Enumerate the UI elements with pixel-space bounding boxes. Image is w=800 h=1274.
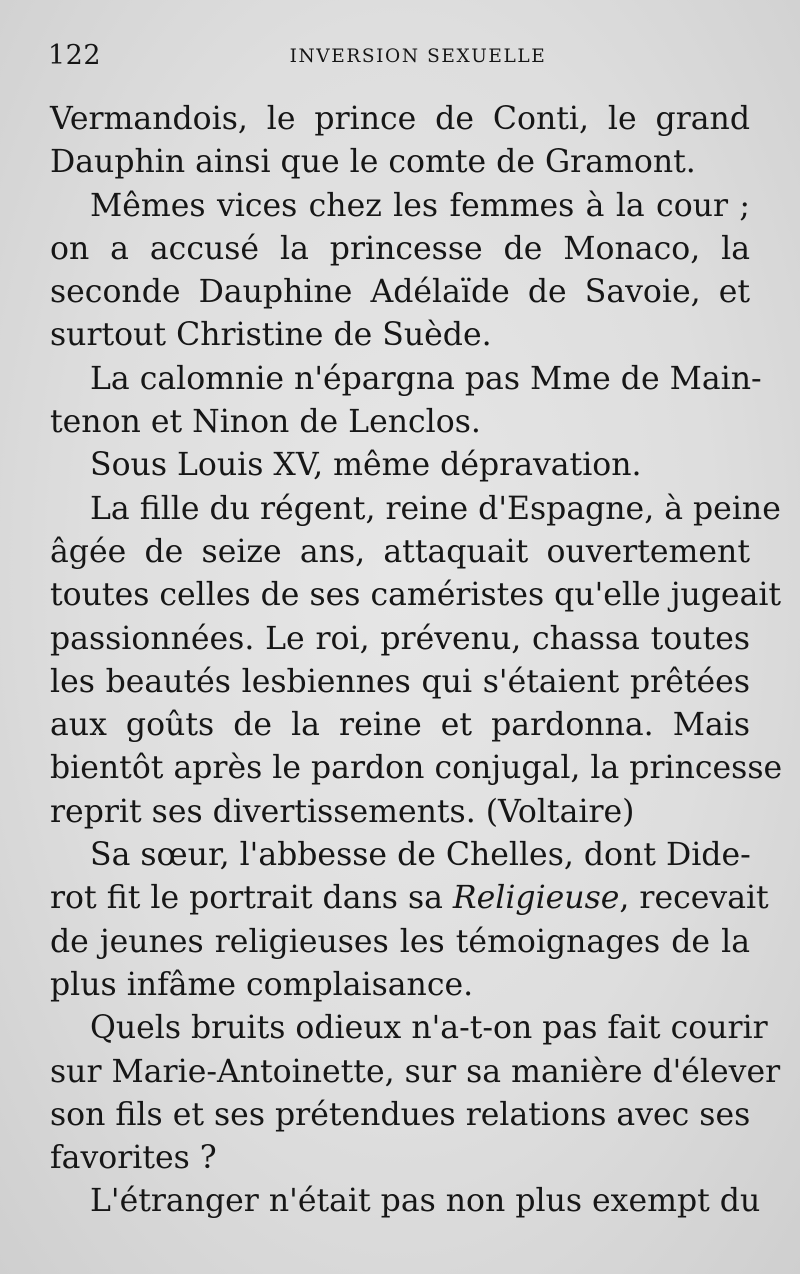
text-line: toutes celles de ses caméristes qu'elle jugeait [50,577,782,614]
text-line: tenon et Ninon de Lenclos. [50,404,481,441]
body-text [50,98,783,1224]
text-line: les beautés lesbiennes qui s'étaient prêtées [50,663,750,700]
text-line: favorites ? [50,1140,217,1177]
text-line [50,877,769,920]
text-line: Quels bruits odieux n'a-t-on pas fait courir [90,1010,768,1047]
running-title: INVERSION SEXUELLE [289,46,547,67]
text-line: son fils et ses prétendues relations avec ses [50,1096,751,1133]
text-line: sur Marie-Antoinette, sur sa manière d'élever [50,1053,781,1090]
text-line: passionnées. Le roi, prévenu, chassa toutes [50,620,750,657]
page-number: 122 [48,40,102,71]
book-title-italic: Religieuse [452,880,620,917]
text-line: Sous Louis XV, même dépravation. [90,447,642,484]
text-line: Dauphin ainsi que le comte de Gramont. [50,144,696,181]
text-line: La calomnie n'épargna pas Mme de Main- [90,360,762,397]
text-line: L'étranger n'était pas non plus exempt du [90,1183,761,1220]
text-line: reprit ses divertissements. (Voltaire) [50,793,635,830]
text-fragment: rot fit le portrait dans sa [50,880,443,917]
text-line: âgée de seize ans, attaquait ouvertement [50,533,750,570]
text-line: seconde Dauphine Adélaïde de Savoie, et [50,274,750,311]
text-line: bientôt après le pardon conjugal, la princesse [50,750,783,787]
text-line: aux goûts de la reine et pardonna. Mais [50,707,750,744]
text-line: La fille du régent, reine d'Espagne, à peine [90,490,781,527]
text-line: de jeunes religieuses les témoignages de la [50,923,750,960]
text-line: Vermandois, le prince de Conti, le grand [50,101,750,137]
text-line: surtout Christine de Suède. [50,317,492,354]
text-line: on a accusé la princesse de Monaco, la [50,230,750,267]
page-header [48,40,750,76]
text-line: Mêmes vices chez les femmes à la cour ; [90,187,750,224]
text-line: plus infâme complaisance. [50,966,474,1003]
text-fragment: , recevait [619,880,769,917]
text-line: Sa sœur, l'abbesse de Chelles, dont Dide- [90,837,751,874]
